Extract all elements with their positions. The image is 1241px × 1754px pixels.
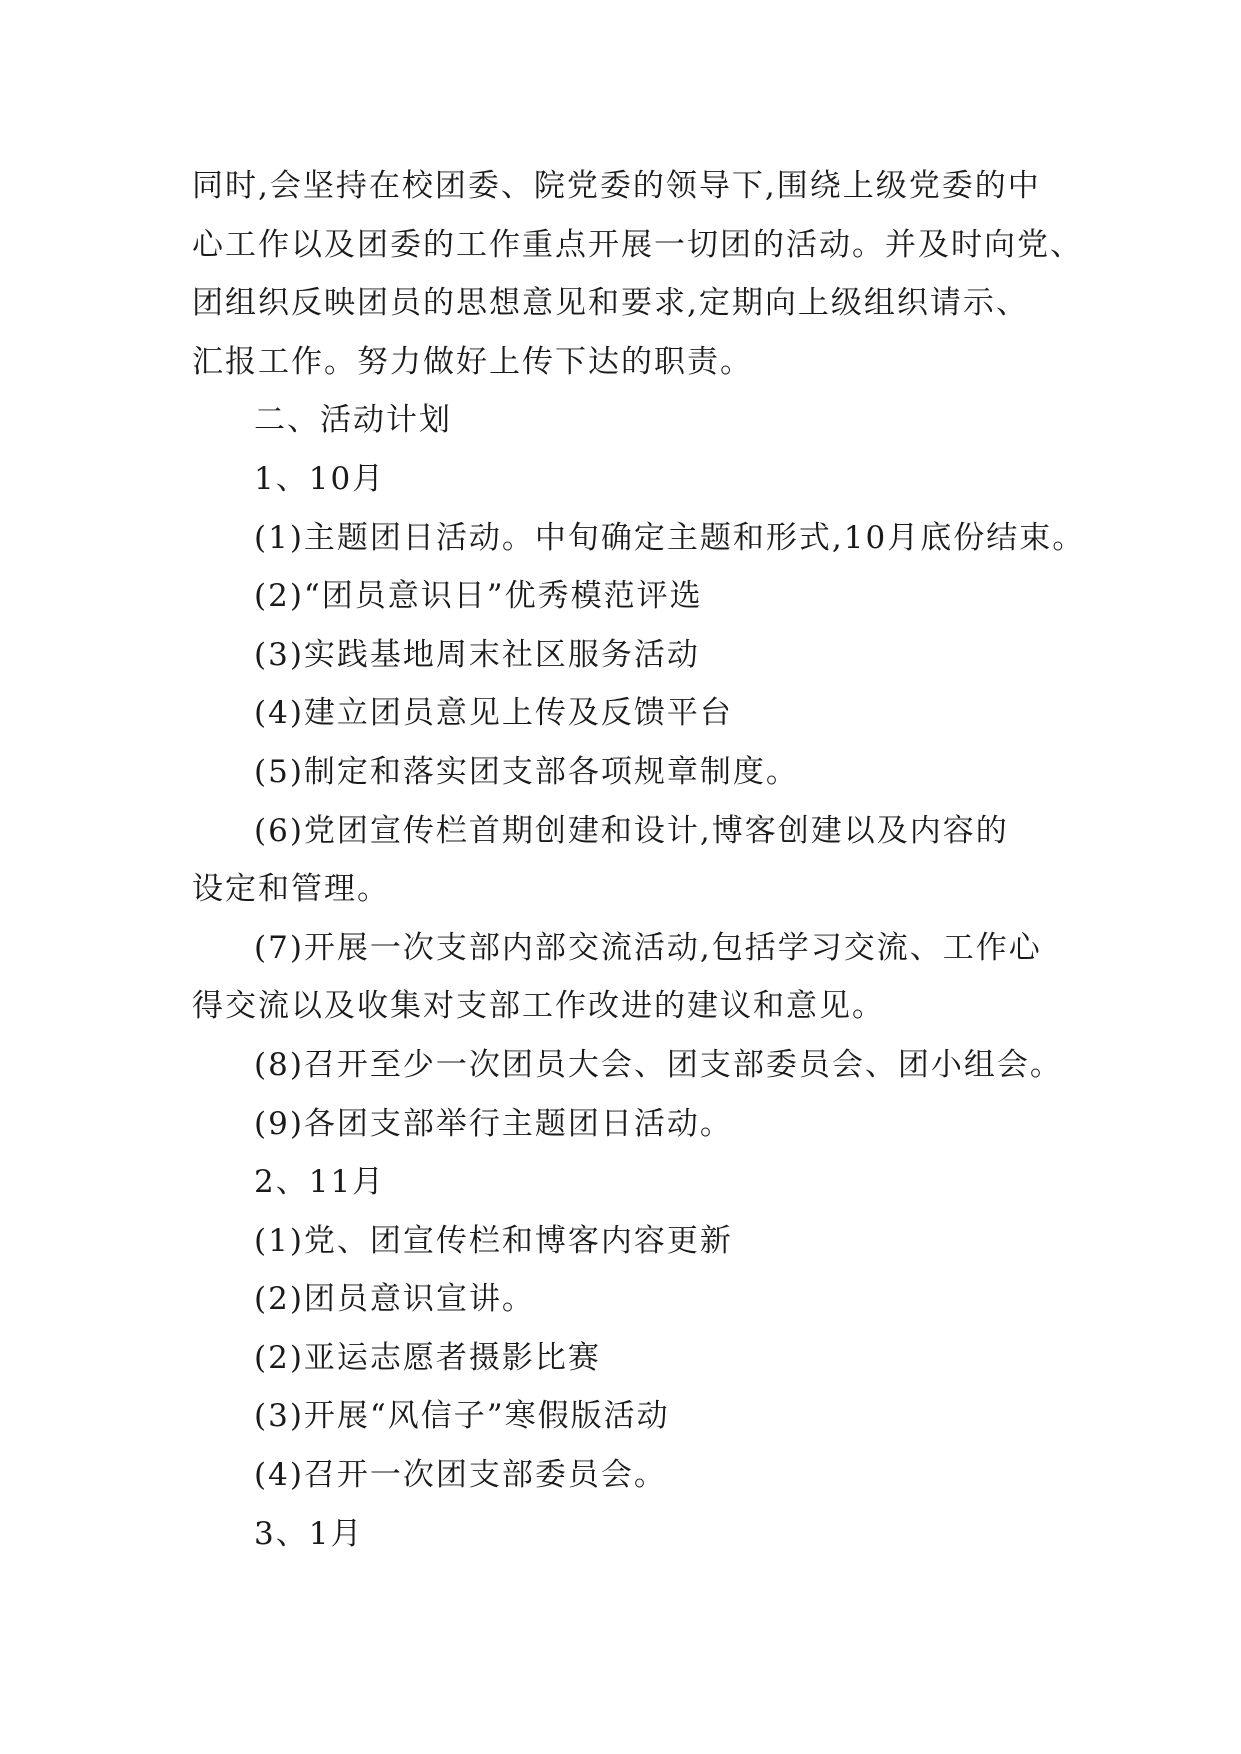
document-body xyxy=(192,157,1092,1563)
list-item: (1)主题团日活动。中旬确定主题和形式,10月底份结束。 xyxy=(254,519,1086,556)
list-item: (2)“团员意识日”优秀模范评选 xyxy=(254,578,703,615)
month-heading: 1、10月 xyxy=(254,460,386,497)
list-item-continuation: 得交流以及收集对支部工作改进的建议和意见。 xyxy=(192,988,885,1025)
month-heading: 2、11月 xyxy=(254,1164,386,1201)
section-heading: 二、活动计划 xyxy=(254,402,452,439)
list-item: (4)建立团员意见上传及反馈平台 xyxy=(254,695,733,732)
list-item: (2)亚运志愿者摄影比赛 xyxy=(254,1339,601,1376)
paragraph-line: 同时,会坚持在校团委、院党委的领导下,围绕上级党委的中 xyxy=(192,168,1041,204)
month-heading: 3、1月 xyxy=(254,1515,364,1552)
list-item-continuation: 设定和管理。 xyxy=(192,871,390,908)
list-item: (1)党、团宣传栏和博客内容更新 xyxy=(254,1222,733,1259)
list-item: (3)实践基地周末社区服务活动 xyxy=(254,636,700,673)
paragraph-line: 心工作以及团委的工作重点开展一切团的活动。并及时向党、 xyxy=(192,226,1083,263)
list-item: (6)党团宣传栏首期创建和设计,博客创建以及内容的 xyxy=(254,812,1009,849)
list-item: (2)团员意识宣讲。 xyxy=(254,1281,535,1318)
paragraph-line: 团组织反映团员的思想意见和要求,定期向上级组织请示、 xyxy=(192,285,1029,322)
list-item: (3)开展“风信子”寒假版活动 xyxy=(254,1398,670,1435)
list-item: (4)召开一次团支部委员会。 xyxy=(254,1457,667,1494)
list-item: (5)制定和落实团支部各项规章制度。 xyxy=(254,753,799,790)
list-item: (7)开展一次支部内部交流活动,包括学习交流、工作心 xyxy=(254,929,1042,966)
list-item: (9)各团支部举行主题团日活动。 xyxy=(254,1105,733,1142)
paragraph-line: 汇报工作。努力做好上传下达的职责。 xyxy=(192,343,753,380)
list-item: (8)召开至少一次团员大会、团支部委员会、团小组会。 xyxy=(254,1046,1063,1083)
